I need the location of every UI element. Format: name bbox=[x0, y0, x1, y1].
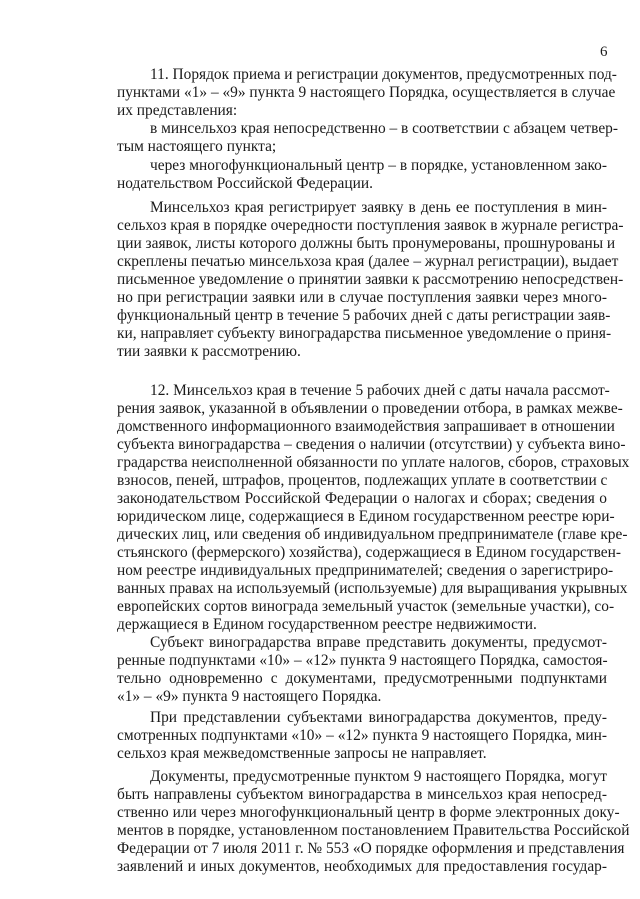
page-number: 6 bbox=[600, 44, 608, 60]
paragraph-12-line: градарства неисполненной обязанности по уплате налогов, сборов, страховых bbox=[117, 454, 630, 471]
paragraph-12-line: стьянского (фермерского) хозяйства), содержащиеся в Едином государствен- bbox=[117, 544, 621, 561]
paragraph-12-line: дических лиц, или сведения об индивидуальном предпринимателе (главе кре- bbox=[117, 526, 628, 543]
paragraph-12a-line: тельно одновременно с документами, предусмотренными подпунктами bbox=[117, 670, 607, 687]
paragraph-11-line: их представления: bbox=[117, 102, 238, 119]
paragraph-12c-line: Документы, предусмотренные пунктом 9 настоящего Порядка, могут bbox=[150, 768, 607, 785]
paragraph-12-line: ванных правах на используемый (используемые) для выращивания укрывных bbox=[117, 580, 628, 597]
paragraph-12-line: держащиеся в Едином государственном реестре недвижимости. bbox=[117, 616, 537, 633]
paragraph-11a-line: в минсельхоз края непосредственно – в соответствии с абзацем четвер- bbox=[150, 120, 618, 137]
paragraph-11c-line: Минсельхоз края регистрирует заявку в день ее поступления в мин- bbox=[150, 199, 607, 216]
paragraph-11a-line: тым настоящего пункта; bbox=[117, 138, 277, 155]
paragraph-12c-line: ственно или через многофункциональный центр в форме электронных доку- bbox=[117, 804, 620, 821]
paragraph-12-line: ном реестре индивидуальных предпринимателей; сведения о зарегистриро- bbox=[117, 562, 614, 579]
paragraph-12c-line: заявлений и иных документов, необходимых для предоставления государ- bbox=[117, 858, 607, 875]
paragraph-12-line: домственного информационного взаимодействия запрашивает в отношении bbox=[117, 418, 615, 435]
paragraph-12b-line: При представлении субъектами виноградарства документов, преду- bbox=[150, 709, 607, 726]
paragraph-11-line: пунктами «1» – «9» пункта 9 настоящего Порядка, осуществляется в случае bbox=[117, 84, 616, 101]
paragraph-12a-line: Субъект виноградарства вправе представить документы, предусмот- bbox=[150, 634, 607, 651]
paragraph-12-line: субъекта виноградарства – сведения о наличии (отсутствии) у субъекта вино- bbox=[117, 436, 626, 453]
paragraph-11c-line: функциональный центр в течение 5 рабочих дней с даты регистрации заяв- bbox=[117, 307, 611, 324]
paragraph-11c-line: но при регистрации заявки или в случае поступления заявки через много- bbox=[117, 289, 607, 306]
paragraph-12-line: 12. Минсельхоз края в течение 5 рабочих дней с даты начала рассмот- bbox=[150, 382, 610, 399]
paragraph-11b-line: через многофункциональный центр – в порядке, установленном зако- bbox=[150, 157, 607, 174]
paragraph-12-line: законодательством Российской Федерации о налогах и сборах; сведения о bbox=[117, 490, 607, 507]
paragraph-12-line: юридическом лице, содержащиеся в Едином государственном реестре юри- bbox=[117, 508, 615, 525]
paragraph-12a-line: «1» – «9» пункта 9 настоящего Порядка. bbox=[117, 688, 382, 705]
paragraph-12-line: европейских сортов винограда земельный участок (земельные участки), со- bbox=[117, 598, 615, 615]
paragraph-12b-line: сельхоз края межведомственные запросы не направляет. bbox=[117, 745, 487, 762]
paragraph-11c-line: ки, направляет субъекту виноградарства письменное уведомление о приня- bbox=[117, 325, 612, 342]
paragraph-12a-line: ренные подпунктами «10» – «12» пункта 9 настоящего Порядка, самостоя- bbox=[117, 652, 608, 669]
paragraph-12-line: взносов, пеней, штрафов, процентов, подлежащих уплате в соответствии с bbox=[117, 472, 608, 489]
paragraph-12c-line: быть направлены субъектом виноградарства в минсельхоз края непосред- bbox=[117, 786, 607, 803]
paragraph-12-line: рения заявок, указанной в объявлении о проведении отбора, в рамках межве- bbox=[117, 400, 623, 417]
paragraph-12b-line: смотренных подпунктами «10» – «12» пункта 9 настоящего Порядка, мин- bbox=[117, 727, 607, 744]
paragraph-11c-line: письменное уведомление о принятии заявки к рассмотрению непосредствен- bbox=[117, 271, 624, 288]
paragraph-12c-line: ментов в порядке, установленном постановлением Правительства Российской bbox=[117, 822, 630, 839]
paragraph-11c-line: тии заявки к рассмотрению. bbox=[117, 343, 301, 360]
paragraph-11c-line: скреплены печатью минсельхоза края (далее – журнал регистрации), выдает bbox=[117, 253, 619, 270]
paragraph-11-line: 11. Порядок приема и регистрации документов, предусмотренных под- bbox=[150, 66, 617, 83]
paragraph-11c-line: сельхоз края в порядке очередности поступления заявок в журнале регистра- bbox=[117, 217, 624, 234]
paragraph-11b-line: нодательством Российской Федерации. bbox=[117, 175, 373, 192]
paragraph-11c-line: ции заявок, листы которого должны быть пронумерованы, прошнурованы и bbox=[117, 235, 616, 252]
paragraph-12c-line: Федерации от 7 июля 2011 г. № 553 «О порядке оформления и представления bbox=[117, 840, 625, 857]
